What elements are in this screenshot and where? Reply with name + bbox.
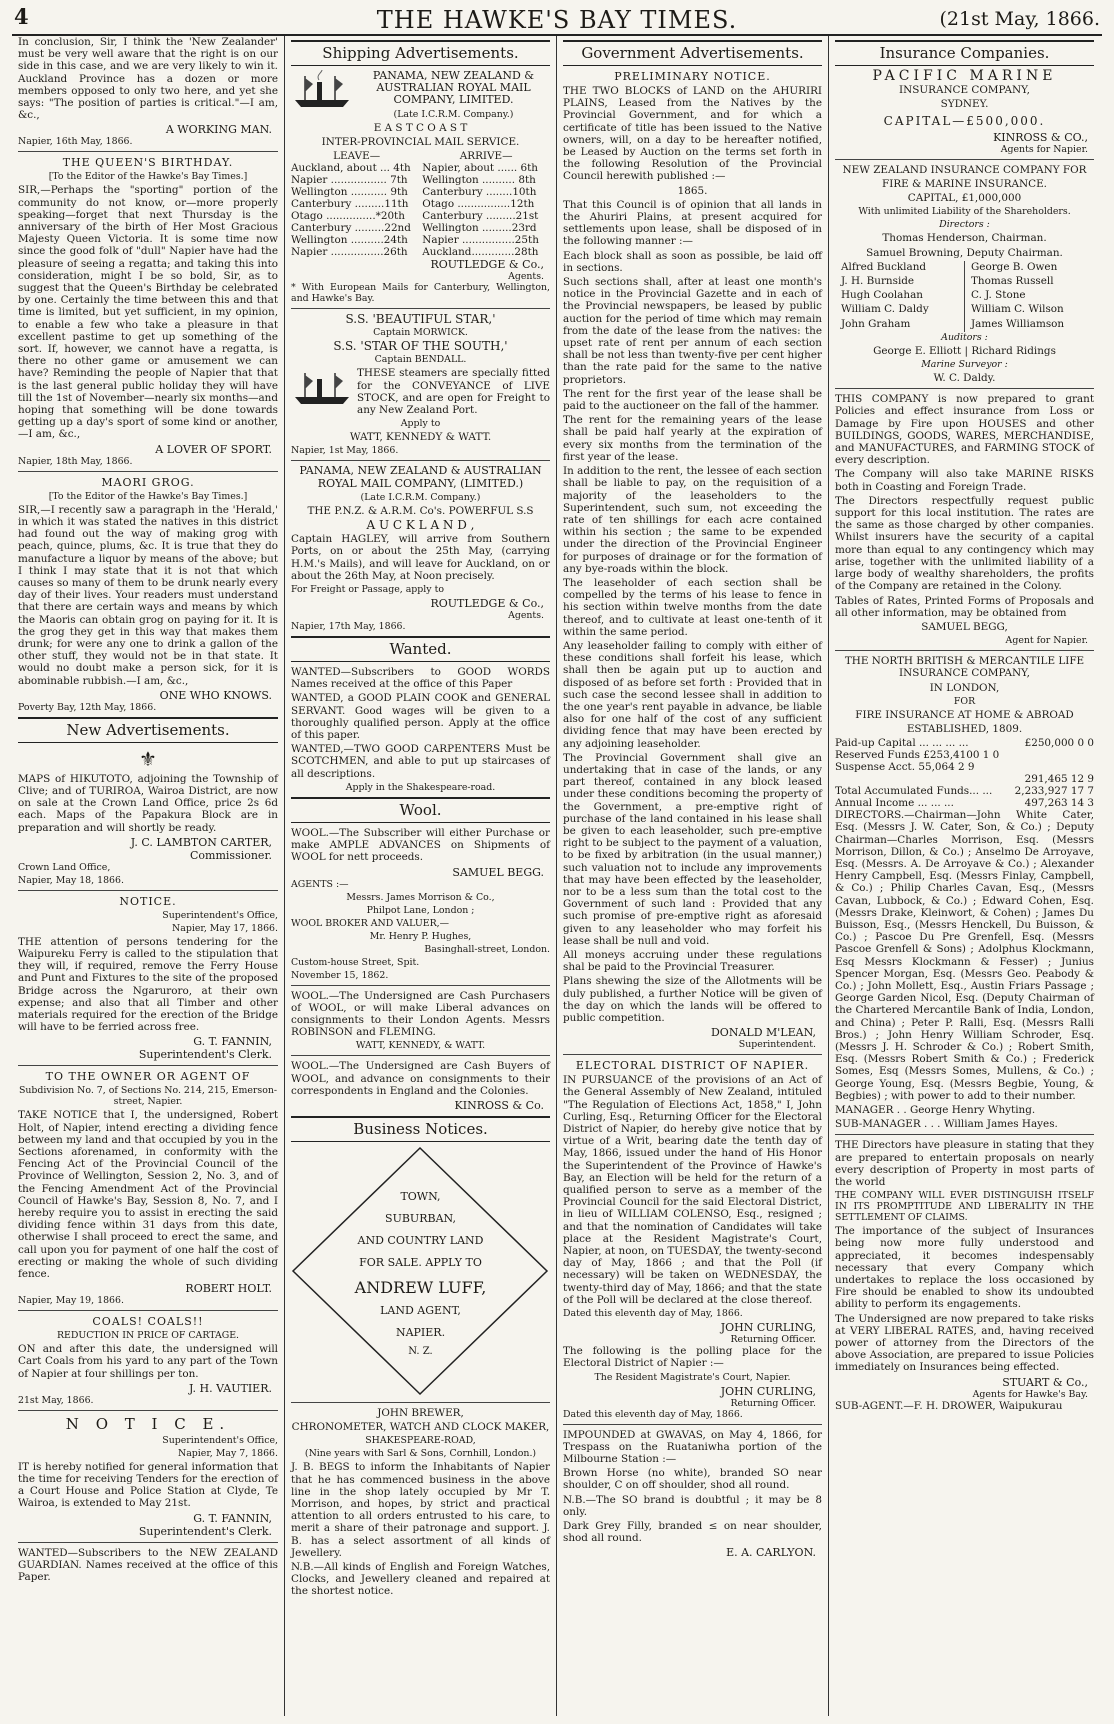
ship-auckland: A U C K L A N D , xyxy=(366,518,475,533)
impounded-filly: Dark Grey Filly, branded ≤ on near shoulder, shod all round. xyxy=(563,1519,822,1545)
wanted-good-words: WANTED—Subscribers to GOOD WORDS Names received at the office of this Paper xyxy=(291,666,550,691)
agent-line: WOOL BROKER AND VALUER,— xyxy=(291,917,449,929)
auckland-ad: Captain HAGLEY, will arrive from Southern Ports, on or about the 25th May, (carrying H.M.'s Mails), and will leave for Auckland, on or about the 26th May, at Noon precisely. xyxy=(291,533,550,582)
divider xyxy=(18,151,278,152)
court-house-notice: IT is hereby notified for general information that the time for receiving Tenders for the erection of a Court House and Police Station at Clyde, Te Wairoa, is extended to May 21st. xyxy=(18,1460,278,1510)
schedule-leave: Otago ...............*20th xyxy=(291,210,405,223)
resolution-clause: Each block shall as soon as possible, be laid off in sections. xyxy=(563,249,822,274)
divider xyxy=(18,1410,278,1411)
resolution-clause: Plans shewing the size of the Allotments will be duly published, a further Notice will be given of the day on which the lands will be offered to public competition. xyxy=(563,975,822,1025)
manager: MANAGER . . George Henry Whyting. xyxy=(835,1104,1036,1116)
schedule-arrive: Canterbury ........10th xyxy=(422,186,537,199)
funds-label xyxy=(835,773,1010,785)
director-name: George B. Owen xyxy=(971,260,1058,273)
north-british-body: The Undersigned are now prepared to take risks at VERY LIBERAL RATES, and, having received power of attorney from the Directors of the above Association, are prepared to issue Policies immediately on Insurances being effected. xyxy=(835,1312,1094,1374)
nz-insurance-title: NEW ZEALAND INSURANCE COMPANY FOR xyxy=(842,163,1087,176)
divider xyxy=(291,985,550,986)
director-name: Hugh Coolahan xyxy=(841,289,923,302)
north-british-body: The importance of the subject of Insurances being now more fully understood and appreciated, it becomes indespensably necessary that every Company which undertakes to replace the loss occasioned by Fire should be enabled to show its undoubted ability to perform its engagements. xyxy=(835,1225,1094,1311)
ad-signature: G. T. FANNIN, xyxy=(193,1035,272,1049)
captain-bendall: Captain BENDALL. xyxy=(374,354,467,366)
ferry-notice: THE attention of persons tendering for the Waipureku Ferry is called to the stipulation that they will, if required, remove the Ferry House and Punt and Fixtures to the site of the proposed Bridge across the Ngaruroro, at their own expense; and also that all Timber and other materials required for the erection of the Bridge will have to be ferried across free. xyxy=(18,935,278,1034)
divider xyxy=(291,1402,550,1403)
pacific-subtitle: INSURANCE COMPANY, xyxy=(899,84,1030,97)
auditors: George E. Elliott | Richard Ridings xyxy=(873,344,1056,357)
brewer-years: (Nine years with Sarl & Sons, Cornhill, London.) xyxy=(304,1448,537,1460)
letter-date: Napier, 18th May, 1866. xyxy=(18,455,133,467)
notice-dated: Dated this eleventh day of May, 1866. xyxy=(563,1408,743,1420)
schedule-leave: Napier ................26th xyxy=(291,246,408,259)
funds-value xyxy=(1010,761,1094,773)
agent-line: Mr. Henry P. Hughes, xyxy=(369,930,472,942)
european-mails-note: * With European Mails for Canterbury, Wellington, and Hawke's Bay. xyxy=(291,282,550,305)
funds-value: 291,465 12 9 xyxy=(1024,773,1094,786)
resolution-clause: That this Council is of opinion that all lands in the Ahuriri Plains, at present acquired for settlements upon lease, shall be disposed of in the following manner :— xyxy=(563,198,822,248)
notice-dated: Dated this eleventh day of May, 1866. xyxy=(563,1308,743,1320)
panama-late-2: (Late I.C.R.M. Company.) xyxy=(360,491,481,503)
ad-signature: KINROSS & Co. xyxy=(454,1098,544,1112)
fence-notice: TAKE NOTICE that I, the undersigned, Robert Holt, of Napier, intend erecting a dividing fence between my land and that occupied by you in the Sections aforenamed, in conformity with the Fencing Act of the Provincial Council of the Province of Wellington, Session 2, No. 3, and of the Fencing Amendment Act of the Provincial Council of Hawke's Bay, Session 8, No. 7, and I hereby require you to assist in erecting the said dividing fence within 31 days from this date, otherwise I shall proceed to erect the same, and call upon you for payment of one half the cost of erecting or making the whole of such dividing fence. xyxy=(18,1109,278,1281)
queens-birthday-letter: SIR,—Perhaps the "sporting" portion of the community do not know, or—more properly speaking—forget that next Thursday is the anniversary of the birth of Her Most Gracious Majesty Queen Victoria. It is some time now since the good folk of "dull" Napier have had the pleasure of seeing a regatta; and taking this into consideration, might I be so bold, Sir, as to suggest that the Queen's Birthday be celebrated by one. Certainly the time between this and that time is limited, but yet sufficient, in my opinion, to enable a few who take a pleasure in that excellent pastime to get up something of the sort. If, however, we cannot have a regatta, is there no other game or amusement we can have? Reminding the people of Napier that that is the last general public holiday they will have till the 1st of November—nearly six months—and hoping that something will be done towards getting up a day's sport of some kind or another,—I am, &c., xyxy=(18,184,278,441)
table-row xyxy=(291,186,550,198)
inter-provincial-heading: INTER-PROVINCIAL MAIL SERVICE. xyxy=(321,135,520,148)
table-row xyxy=(291,162,550,174)
director-name: William C. Daldy xyxy=(841,303,929,316)
resolution-clause: All moneys accruing under these regulations shal be paid to the Provincial Treasurer. xyxy=(563,949,822,974)
section-heading-wool: Wool. xyxy=(291,797,550,823)
table-row xyxy=(291,198,550,210)
column-1 xyxy=(12,36,284,1716)
agent-line: Messrs. James Morrison & Co., xyxy=(346,891,495,903)
ad-signature: JOHN CURLING, xyxy=(720,1384,816,1398)
coals-subheading: REDUCTION IN PRICE OF CARTAGE. xyxy=(56,1330,240,1342)
table-row xyxy=(835,761,1094,773)
funds-label: Total Accumulated Funds... ... xyxy=(835,785,993,798)
ad-signature: ROUTLEDGE & Co., xyxy=(430,597,544,611)
schedule-arrive: Auckland.............28th xyxy=(422,246,539,259)
deputy-chairman: Samuel Browning, Deputy Chairman. xyxy=(866,246,1063,259)
letter-date: Poverty Bay, 12th May, 1866. xyxy=(18,701,157,713)
brewer-road: SHAKESPEARE-ROAD, xyxy=(365,1435,476,1447)
ad-signature: J. H. VAUTIER. xyxy=(188,1381,272,1395)
arrive-header: ARRIVE— xyxy=(459,150,513,163)
schedule-arrive: Canterbury .........21st xyxy=(422,210,539,223)
wanted-carpenters: WANTED,—TWO GOOD CARPENTERS Must be SCOTCHMEN, and able to put up staircases of all descriptions. xyxy=(291,743,550,780)
ad-date: 21st May, 1866. xyxy=(18,1394,94,1406)
luff-line: SUBURBAN, xyxy=(385,1211,456,1225)
director-name: John Graham xyxy=(841,317,911,330)
table-row xyxy=(835,785,1094,797)
diamond-frame xyxy=(291,1146,549,1396)
guardian-wanted-ad: WANTED—Subscribers to the NEW ZEALAND GUARDIAN. Names received at the office of this Paper. xyxy=(18,1546,278,1584)
ad-signature: DONALD M'LEAN, xyxy=(710,1026,816,1040)
director-name: C. J. Stone xyxy=(971,289,1026,302)
resolution-clause: Any leaseholder failing to comply with either of these conditions shall forfeit his lease, which shall then be again put up to auction and disposed of as before set forth : Provided that in such case the second lessee shall in addition to the one year's rent payable in advance, be liable also for one half of the cost of any sufficient dividing fence that may have been erected by any adjoining leaseholder. xyxy=(563,639,822,750)
masthead xyxy=(12,4,1102,36)
schedule-arrive: Otago ................12th xyxy=(422,198,535,211)
schedule-arrive: Napier, about ...... 6th xyxy=(422,162,538,175)
ad-signature: J. C. LAMBTON CARTER, xyxy=(130,835,272,849)
table-row xyxy=(291,174,550,186)
schedule-header-row xyxy=(291,150,550,162)
wanted-cook: WANTED, a GOOD PLAIN COOK and GENERAL SERVANT. Good wages will be given to a thoroughly qualified person. Apply at the office of this paper. xyxy=(291,692,550,742)
freight-line: For Freight or Passage, apply to xyxy=(291,584,444,596)
letter-signature: A LOVER OF SPORT. xyxy=(155,442,272,456)
ad-date: Napier, May 18, 1866. xyxy=(18,874,124,886)
surveyor: W. C. Daldy. xyxy=(933,372,996,385)
brewer-name: JOHN BREWER, xyxy=(377,1406,464,1419)
agent-line: Philpot Lane, London ; xyxy=(366,904,475,916)
agent-line: Basinghall-street, London. xyxy=(424,943,550,955)
royal-crest-icon: ⚜ xyxy=(139,746,157,771)
steamship-icon xyxy=(291,367,353,407)
luff-line: LAND AGENT, xyxy=(380,1303,461,1317)
divider xyxy=(291,308,550,309)
north-british-body: THE Directors have pleasure in stating that they are prepared to entertain proposals on nearly every description of Property in most parts of the world xyxy=(835,1139,1094,1189)
resolution-clause: In addition to the rent, the lessee of each section shall be liable to pay, on the requisition of a majority of the leaseholders to the Superintendent, such sum, not exceeding the rate of ten shillings for each acre contained within his section ; the same to be expended under the direction of the Provincial Engineer for purposes of drainage or for the formation of any bye-roads within the block. xyxy=(563,465,822,575)
funds-label: Paid-up Capital ... ... ... ... xyxy=(835,737,969,750)
ad-date: Napier, 1st May, 1866. xyxy=(291,445,399,457)
table-row xyxy=(291,222,550,234)
editor-line: [To the Editor of the Hawke's Bay Times.] xyxy=(48,490,248,502)
owner-subheading: Subdivision No. 7, of Sections No. 214, 215, Emerson-street, Napier. xyxy=(18,1085,278,1108)
divider xyxy=(835,1134,1094,1135)
schedule-leave: Canterbury .........22nd xyxy=(291,222,411,235)
table-row xyxy=(835,797,1094,809)
preliminary-notice-heading: PRELIMINARY NOTICE. xyxy=(614,70,771,83)
ad-signature: SAMUEL BEGG. xyxy=(452,865,544,879)
luff-line: AND COUNTRY LAND xyxy=(357,1233,484,1247)
surveyor-heading: Marine Surveyor : xyxy=(921,359,1008,371)
ad-signature: ROUTLEDGE & Co., xyxy=(430,258,544,272)
wanted-carpenters-apply: Apply in the Shakespeare-road. xyxy=(345,781,496,793)
funds-value: 2,233,927 17 7 xyxy=(1014,785,1094,798)
electoral-heading: ELECTORAL DISTRICT OF NAPIER. xyxy=(575,1059,810,1073)
resolution-year: 1865. xyxy=(677,184,708,197)
director-name: Alfred Buckland xyxy=(841,260,927,273)
funds-value xyxy=(1010,749,1094,761)
maori-grog-letter: SIR,—I recently saw a paragraph in the 'Herald,' in which it was stated the natives in this district had found out the way of making grog with peach, quince, plums, &c. It is true that they do manufacture a liquor by means of the above; but I think I may state that it is not that which causes so many of them to be drunk nearly every day of their lives. Your readers must understand that there are certain ways and means by which the Maoris can obtain grog on paying for it. It is the grog they get in this way that makes them drunk; for were any one to drink a gallon of the other stuff, they would not be in that state. It would no doubt make a person sick, for it is abominable rubbish.—I am, &c., xyxy=(18,503,278,687)
divider xyxy=(18,1065,278,1066)
ad-signature-title: Returning Officer. xyxy=(730,1334,816,1346)
notice-heading: NOTICE. xyxy=(119,894,177,908)
divider xyxy=(291,1055,550,1056)
schedule-arrive: Wellington .........23rd xyxy=(422,222,537,235)
ad-signature: JOHN CURLING, xyxy=(720,1321,816,1335)
east-coast-heading: E A S T C O A S T xyxy=(373,121,468,134)
divider xyxy=(18,890,278,891)
ad-signature-title: Agent for Napier. xyxy=(1005,635,1088,647)
director-name: William C. Wilson xyxy=(971,303,1064,316)
ad-signature: KINROSS & CO., xyxy=(993,130,1088,144)
ad-place: Custom-house Street, Spit. xyxy=(291,956,420,968)
divider xyxy=(18,1542,278,1543)
letter-signature: A WORKING MAN. xyxy=(165,123,272,137)
nz-insurance-subtitle: FIRE & MARINE INSURANCE. xyxy=(882,178,1047,191)
divider xyxy=(563,1424,822,1425)
agents-label: AGENTS :— xyxy=(291,878,349,890)
luff-line: TOWN, xyxy=(400,1189,441,1203)
section-heading-wanted: Wanted. xyxy=(291,636,550,662)
notice-office: Superintendent's Office, xyxy=(162,1434,278,1446)
ad-signature-title: Superintendent's Clerk. xyxy=(138,1048,272,1062)
brewer-nb: N.B.—All kinds of English and Foreign Watches, Clocks, and Jewellery cleaned and repaired at the shortest notice. xyxy=(291,1560,550,1598)
funds-label: Suspense Acct. 55,064 2 9 xyxy=(835,761,975,774)
nz-insurance-body: The Directors respectfully request public support for this local institution. The rates are the same as those charged by other companies. Whilst insurers have the security of a capital more than equal to any contingency which may arise, together with the unlimited liability of a large body of wealthy shareholders, the profits of the Company are retained in the Colony. xyxy=(835,494,1094,593)
table-row xyxy=(291,210,550,222)
brewer-ad: J. B. BEGS to inform the Inhabitants of Napier that he has commenced business in the above line in the shop lately occupied by Mr T. Morrison, and hopes, by strict and practical attention to all orders entrusted to his care, to merit a share of their patronage and support. J. B. has a select assortment of all kinds of Jewellery. xyxy=(291,1461,550,1559)
mail-schedule-table xyxy=(291,150,550,258)
ad-signature-title: Superintendent. xyxy=(738,1039,816,1051)
luff-line: NAPIER. xyxy=(395,1325,446,1339)
divider xyxy=(835,159,1094,160)
impounded-notice: IMPOUNDED at GWAVAS, on May 4, 1866, for Trespass on the Ruataniwha portion of the Milbourne Station :— xyxy=(563,1428,822,1465)
table-row xyxy=(835,737,1094,749)
chairman: Thomas Henderson, Chairman. xyxy=(882,232,1047,245)
directors-list xyxy=(835,261,1094,332)
north-british-for: FOR xyxy=(953,695,976,707)
schedule-leave: Wellington ........... 9th xyxy=(291,186,408,199)
funds-value: 497,263 14 3 xyxy=(1024,797,1094,810)
nz-capital: CAPITAL, £1,000,000 xyxy=(907,192,1022,205)
ad-signature: STUART & Co., xyxy=(1002,1375,1088,1389)
ad-signature: ROBERT HOLT. xyxy=(185,1282,272,1296)
column-4 xyxy=(828,36,1100,1716)
table-row xyxy=(835,773,1094,785)
leave-header: LEAVE— xyxy=(333,150,381,163)
ad-signature-title: Commissioner. xyxy=(190,848,272,862)
ad-date: Napier, May 19, 1866. xyxy=(18,1295,124,1307)
table-row xyxy=(835,749,1094,761)
section-heading-business: Business Notices. xyxy=(291,1116,550,1142)
maps-ad: MAPS of HIKUTOTO, adjoining the Township of Clive; and of TURIROA, Wairoa District, are now on sale at the Crown Land Office, price 2s 6d each. Maps of the Papakura Block are in preparation and will shortly be ready. xyxy=(18,772,278,834)
luff-line: N. Z. xyxy=(408,1345,433,1357)
luff-line: FOR SALE. APPLY TO xyxy=(359,1255,482,1269)
auditors-heading: Auditors : xyxy=(941,331,988,343)
ad-signature: WATT, KENNEDY, & WATT. xyxy=(355,1040,486,1052)
luff-diamond-ad xyxy=(291,1146,550,1396)
schedule-arrive: Napier ................25th xyxy=(422,234,539,247)
land-lease-notice: THE TWO BLOCKS of LAND on the AHURIRI PLAINS, Leased from the Natives by the Provincial Government, and for which a certificate of title has been issued to the Native owners, will, on a day to be hereafter notified, be Leased by Auction on the terms set forth in the following Resolution of the Provincial Council herewith published :— xyxy=(563,85,822,183)
director-name: J. H. Burnside xyxy=(841,275,915,288)
divider xyxy=(835,650,1094,651)
nz-insurance-body: The Company will also take MARINE RISKS both in Coasting and Foreign Trade. xyxy=(835,468,1094,493)
section-heading-shipping: Shipping Advertisements. xyxy=(291,40,550,66)
pacific-capital: CAPITAL—£500,000. xyxy=(883,113,1046,128)
nz-insurance-body: THIS COMPANY is now prepared to grant Policies and effect insurance from Loss or Damage by Fire upon HOUSES and other BUILDINGS, GOODS, WARES, MERCHANDISE, and MANUFACTURES, and FARMING STOCK of every description. xyxy=(835,393,1094,467)
divider xyxy=(835,388,1094,389)
director-name: Thomas Russell xyxy=(971,275,1054,288)
funds-label: Annual Income ... ... ... xyxy=(835,797,954,810)
coals-ad: ON and after this date, the undersigned will Cart Coals from his yard to any part of the Town of Napier at four shillings per ton. xyxy=(18,1343,278,1380)
notice-office-date: Napier, May 17, 1866. xyxy=(172,922,278,934)
owner-heading: TO THE OWNER OR AGENT OF xyxy=(45,1070,251,1084)
queens-birthday-heading: THE QUEEN'S BIRTHDAY. xyxy=(62,156,234,170)
divider xyxy=(18,471,278,472)
funds-table xyxy=(835,737,1094,809)
schedule-leave: Napier ................. 7th xyxy=(291,174,408,187)
north-british-directors: DIRECTORS.—Chairman—John White Cater, Esq. (Messrs J. W. Cater, Son, & Co.) ; Deputy Chairman—Charles Morrison, Esq. (Messrs Morrison, Dillon, & Co.) ; Anselmo De Arroyave, Esq. (Messrs. A. De Arroyave & Co.) ; Alexander Henry Campbell, Esq. (Messrs Finlay, Campbell, & Co.) ; Philip Charles Cavan, Esq., (Messrs Cavan, Lubbock, & Co.) ; Edward Cohen, Esq. (Messrs Drake, Kleinwort, & Cohen) ; James Du Buisson, Esq., (Messrs Henckell, Du Buisson, & Co.) ; Pascoe Du Pre Grenfell, Esq. (Messrs Pascoe Grenfell & Sons) ; Adolphus Klockmann, Esq Messrs Klockmann & Fesser) ; Junius Spencer Morgan, Esq. (Messrs Geo. Peabody & Co.) ; John Mollett, Esq., Austin Friars Passage ; George Garden Nicol, Esq. (Deputy Chairman of the Chartered Mercantile Bank of India, London, and China) ; Peter P. Ralli, Esq. (Messrs Ralli Bros.) ; John Henry William Schroder, Esq. (Messrs J. H. Schroder & Co.) ; Robert Smith, Esq. (Messrs Robert Smith & Co.) ; Frederick Somes, Esq (Messrs Somes, Mullens, & Co.) ; George Young, Esq. (Messrs Begbie, Young, & Begbies) ; with power to add to their number. xyxy=(835,809,1094,1102)
polling-intro: The following is the polling place for the Electoral District of Napier :— xyxy=(563,1345,822,1370)
ad-signature: WATT, KENNEDY & WATT. xyxy=(349,431,492,444)
impounded-horse: Brown Horse (no white), branded SO near shoulder, C on off shoulder, shod all round. xyxy=(563,1467,822,1492)
pnz-line: THE P.N.Z. & A.R.M. Co's. POWERFUL S.S xyxy=(307,504,534,517)
luff-name: ANDREW LUFF, xyxy=(354,1277,487,1297)
schedule-arrive: Wellington .......... 8th xyxy=(422,174,536,187)
sub-manager: SUB-MANAGER . . . William James Hayes. xyxy=(835,1118,1058,1131)
impounded-nb: N.B.—The SO brand is doubtful ; it may be 8 only. xyxy=(563,1493,822,1518)
directors-left xyxy=(835,261,965,332)
ad-signature: SAMUEL BEGG, xyxy=(921,620,1008,633)
resolution-clause: The rent for the first year of the lease shall be paid to the auctioneer on the fall of the hammer. xyxy=(563,387,822,413)
north-british-city: IN LONDON, xyxy=(929,681,1000,694)
ad-signature: G. T. FANNIN, xyxy=(193,1511,272,1525)
apply-to: Apply to xyxy=(400,418,441,430)
north-british-fire: FIRE INSURANCE AT HOME & ABROAD xyxy=(855,708,1074,721)
table-row xyxy=(291,234,550,246)
nz-insurance-body: Tables of Rates, Printed Forms of Proposals and all other information, may be obtained from xyxy=(835,594,1094,619)
ad-place: Crown Land Office, xyxy=(18,861,111,873)
notice-heading: N O T I C E. xyxy=(65,1414,231,1433)
schedule-leave: Auckland, about ... 4th xyxy=(291,162,411,175)
sub-agent: SUB-AGENT.—F. H. DROWER, Waipukurau xyxy=(835,1399,1063,1412)
page-number: 4 xyxy=(14,4,29,29)
notice-office: Superintendent's Office, xyxy=(162,909,278,921)
resolution-clause: The rent for the remaining years of the lease shall be paid half yearly at the expiration of every six months from the termination of the first year of the lease. xyxy=(563,414,822,463)
resolution-clause: Such sections shall, after at least one month's notice in the Provincial Gazette and in each of the Provincial newspapers, be leased by public auction for the period of time which may remain from the date of the lease from the natives: the upset rate of rent per annum of each section shall be not less than twenty-five per cent higher than the rate paid for the same to the native proprietors. xyxy=(563,276,822,386)
column-2 xyxy=(284,36,556,1716)
steamship-icon xyxy=(291,70,353,110)
ship-star-of-the-south: S.S. 'STAR OF THE SOUTH,' xyxy=(333,339,508,354)
steamers-ad: THESE steamers are specially fitted for the CONVEYANCE of LIVE STOCK, and are open for Freight to any New Zealand Port. xyxy=(357,367,550,417)
pacific-title: PACIFIC MARINE xyxy=(872,68,1057,84)
letter-signature: ONE WHO KNOWS. xyxy=(159,688,272,702)
ship-beautiful-star: S.S. 'BEAUTIFUL STAR,' xyxy=(345,312,496,327)
divider xyxy=(291,460,550,461)
panama-company-title: PANAMA, NEW ZEALAND & AUSTRALIAN ROYAL MAIL COMPANY, LIMITED. xyxy=(372,69,535,107)
resolution-clause: The leaseholder of each section shall be compelled by the terms of his lease to fence in his section within twelve months from the date thereof, and to cultivate at least one-tenth of it within the same period. xyxy=(563,576,822,638)
issue-date: (21st May, 1866. xyxy=(939,8,1100,30)
director-name: James Williamson xyxy=(971,317,1065,330)
notice-office-date: Napier, May 7, 1866. xyxy=(178,1447,278,1459)
maori-grog-heading: MAORI GROG. xyxy=(101,475,195,489)
nz-liability: With unlimited Liability of the Shareholders. xyxy=(858,206,1071,218)
election-notice: IN PURSUANCE of the provisions of an Act of the General Assembly of New Zealand, intituled "The Regulation of Elections Act, 1858," I, John Curling, Esq., Returning Officer for the Electoral District of Napier, do hereby give notice that by virtue of a Writ, bearing date the tenth day of May, 1866, issued under the hand of His Honor the Superintendent of the Province of Hawke's Bay, an Election will be held for the return of a qualified person to serve as a member of the Provincial Council for the said Electoral District, in lieu of WILLIAM COLENSO, Esq., resigned ; and that the nomination of Candidates will take place at the Resident Magistrate's Court, Napier, at noon, on TUESDAY, the twenty-second day of May, 1866 ; and that the Poll (if necessary) will be taken on WEDNESDAY, the twenty-third day of May, 1866; and that the state of the Poll will be declared at the close thereof. xyxy=(563,1074,822,1306)
ad-signature: E. A. CARLYON. xyxy=(726,1546,816,1560)
directors-heading: Directors : xyxy=(939,219,990,231)
wool-kinross-ad: WOOL.—The Undersigned are Cash Buyers of WOOL, and advance on consignments to their correspondents in England and the Colonies. xyxy=(291,1060,550,1097)
ad-signature-title: Agents. xyxy=(508,610,544,622)
divider xyxy=(563,1054,822,1055)
ad-date: Napier, 17th May, 1866. xyxy=(291,621,406,633)
letter-date: Napier, 16th May, 1866. xyxy=(18,136,133,148)
newspaper-title: THE HAWKE'S BAY TIMES. xyxy=(376,6,738,34)
editor-line: [To the Editor of the Hawke's Bay Times.] xyxy=(48,171,248,183)
ad-signature-title: Returning Officer. xyxy=(730,1397,816,1409)
section-heading-insurance: Insurance Companies. xyxy=(835,40,1094,66)
captain-morwick: Captain MORWICK. xyxy=(373,327,468,339)
pacific-city: SYDNEY. xyxy=(940,98,989,111)
table-row xyxy=(291,246,550,258)
ad-signature-title: Agents for Napier. xyxy=(1000,143,1088,155)
panama-late: (Late I.C.R.M. Company.) xyxy=(393,108,514,120)
coals-heading: COALS! COALS!! xyxy=(92,1315,204,1329)
polling-place: The Resident Magistrate's Court, Napier. xyxy=(594,1371,791,1383)
column-3 xyxy=(556,36,828,1716)
schedule-leave: Canterbury .........11th xyxy=(291,198,409,211)
north-british-title: THE NORTH BRITISH & MERCANTILE LIFE INSURANCE COMPANY, xyxy=(844,655,1085,680)
resolution-clause: The Provincial Government shall give an undertaking that in case of the lands, or any part thereof, contained in any block leased under these conditions becoming the property of the Government, a pre-emptive right of purchase of the land contained in his lease shall be given to each leaseholder, such pre-emptive right to be subject to the payment of a valuation, to be fixed by arbitration (in the usual manner,) such valuation not to include any improvements that may have been effected by the leaseholder, nor to be a less sum than the total cost to the Government of such land : Provided that any such promise of pre-emptive right as aforesaid given to any leaseholder who may forfeit his lease shall be null and void. xyxy=(563,751,822,947)
letter-working-man: In conclusion, Sir, I think the 'New Zealander' must be very well aware that the right is on our side in this case, and we are very likely to win it. Auckland Province has a dozen or more members opposed to only two here, and yet she says: "The position of parties is critical."—I am, &c., xyxy=(18,36,278,122)
north-british-established: ESTABLISHED, 1809. xyxy=(906,722,1023,735)
brewer-trade: CHRONOMETER, WATCH AND CLOCK MAKER, xyxy=(291,1421,550,1434)
panama-company-title-2: PANAMA, NEW ZEALAND & AUSTRALIAN ROYAL MAIL COMPANY, (LIMITED.) xyxy=(299,464,542,490)
funds-label: Reserved Funds £253,4100 1 0 xyxy=(835,749,1000,762)
divider xyxy=(18,1310,278,1311)
wool-begg-ad: WOOL.—The Subscriber will either Purchase or make AMPLE ADVANCES on Shipments of WOOL for nett proceeds. xyxy=(291,826,550,864)
ad-signature-title: Agents for Hawke's Bay. xyxy=(972,1388,1088,1400)
ad-signature-title: Agents. xyxy=(508,271,544,283)
funds-value: £250,000 0 0 xyxy=(1024,737,1094,750)
section-heading-new-ads: New Advertisements. xyxy=(18,717,278,743)
ad-signature-title: Superintendent's Clerk. xyxy=(138,1524,272,1538)
north-british-body: THE COMPANY WILL EVER DISTINGUISH ITSELF IN ITS PROMPTITUDE AND LIBERALITY IN THE SETTLEMENT OF CLAIMS. xyxy=(835,1190,1094,1224)
directors-right xyxy=(965,261,1094,332)
section-heading-government: Government Advertisements. xyxy=(563,40,822,66)
ad-date: November 15, 1862. xyxy=(291,969,389,981)
schedule-leave: Wellington ..........24th xyxy=(291,234,408,247)
wool-watt-ad: WOOL.—The Undersigned are Cash Purchasers of WOOL, or will make Liberal advances on consignments to their London Agents. Messrs ROBINSON and FLEMING. xyxy=(291,989,550,1039)
